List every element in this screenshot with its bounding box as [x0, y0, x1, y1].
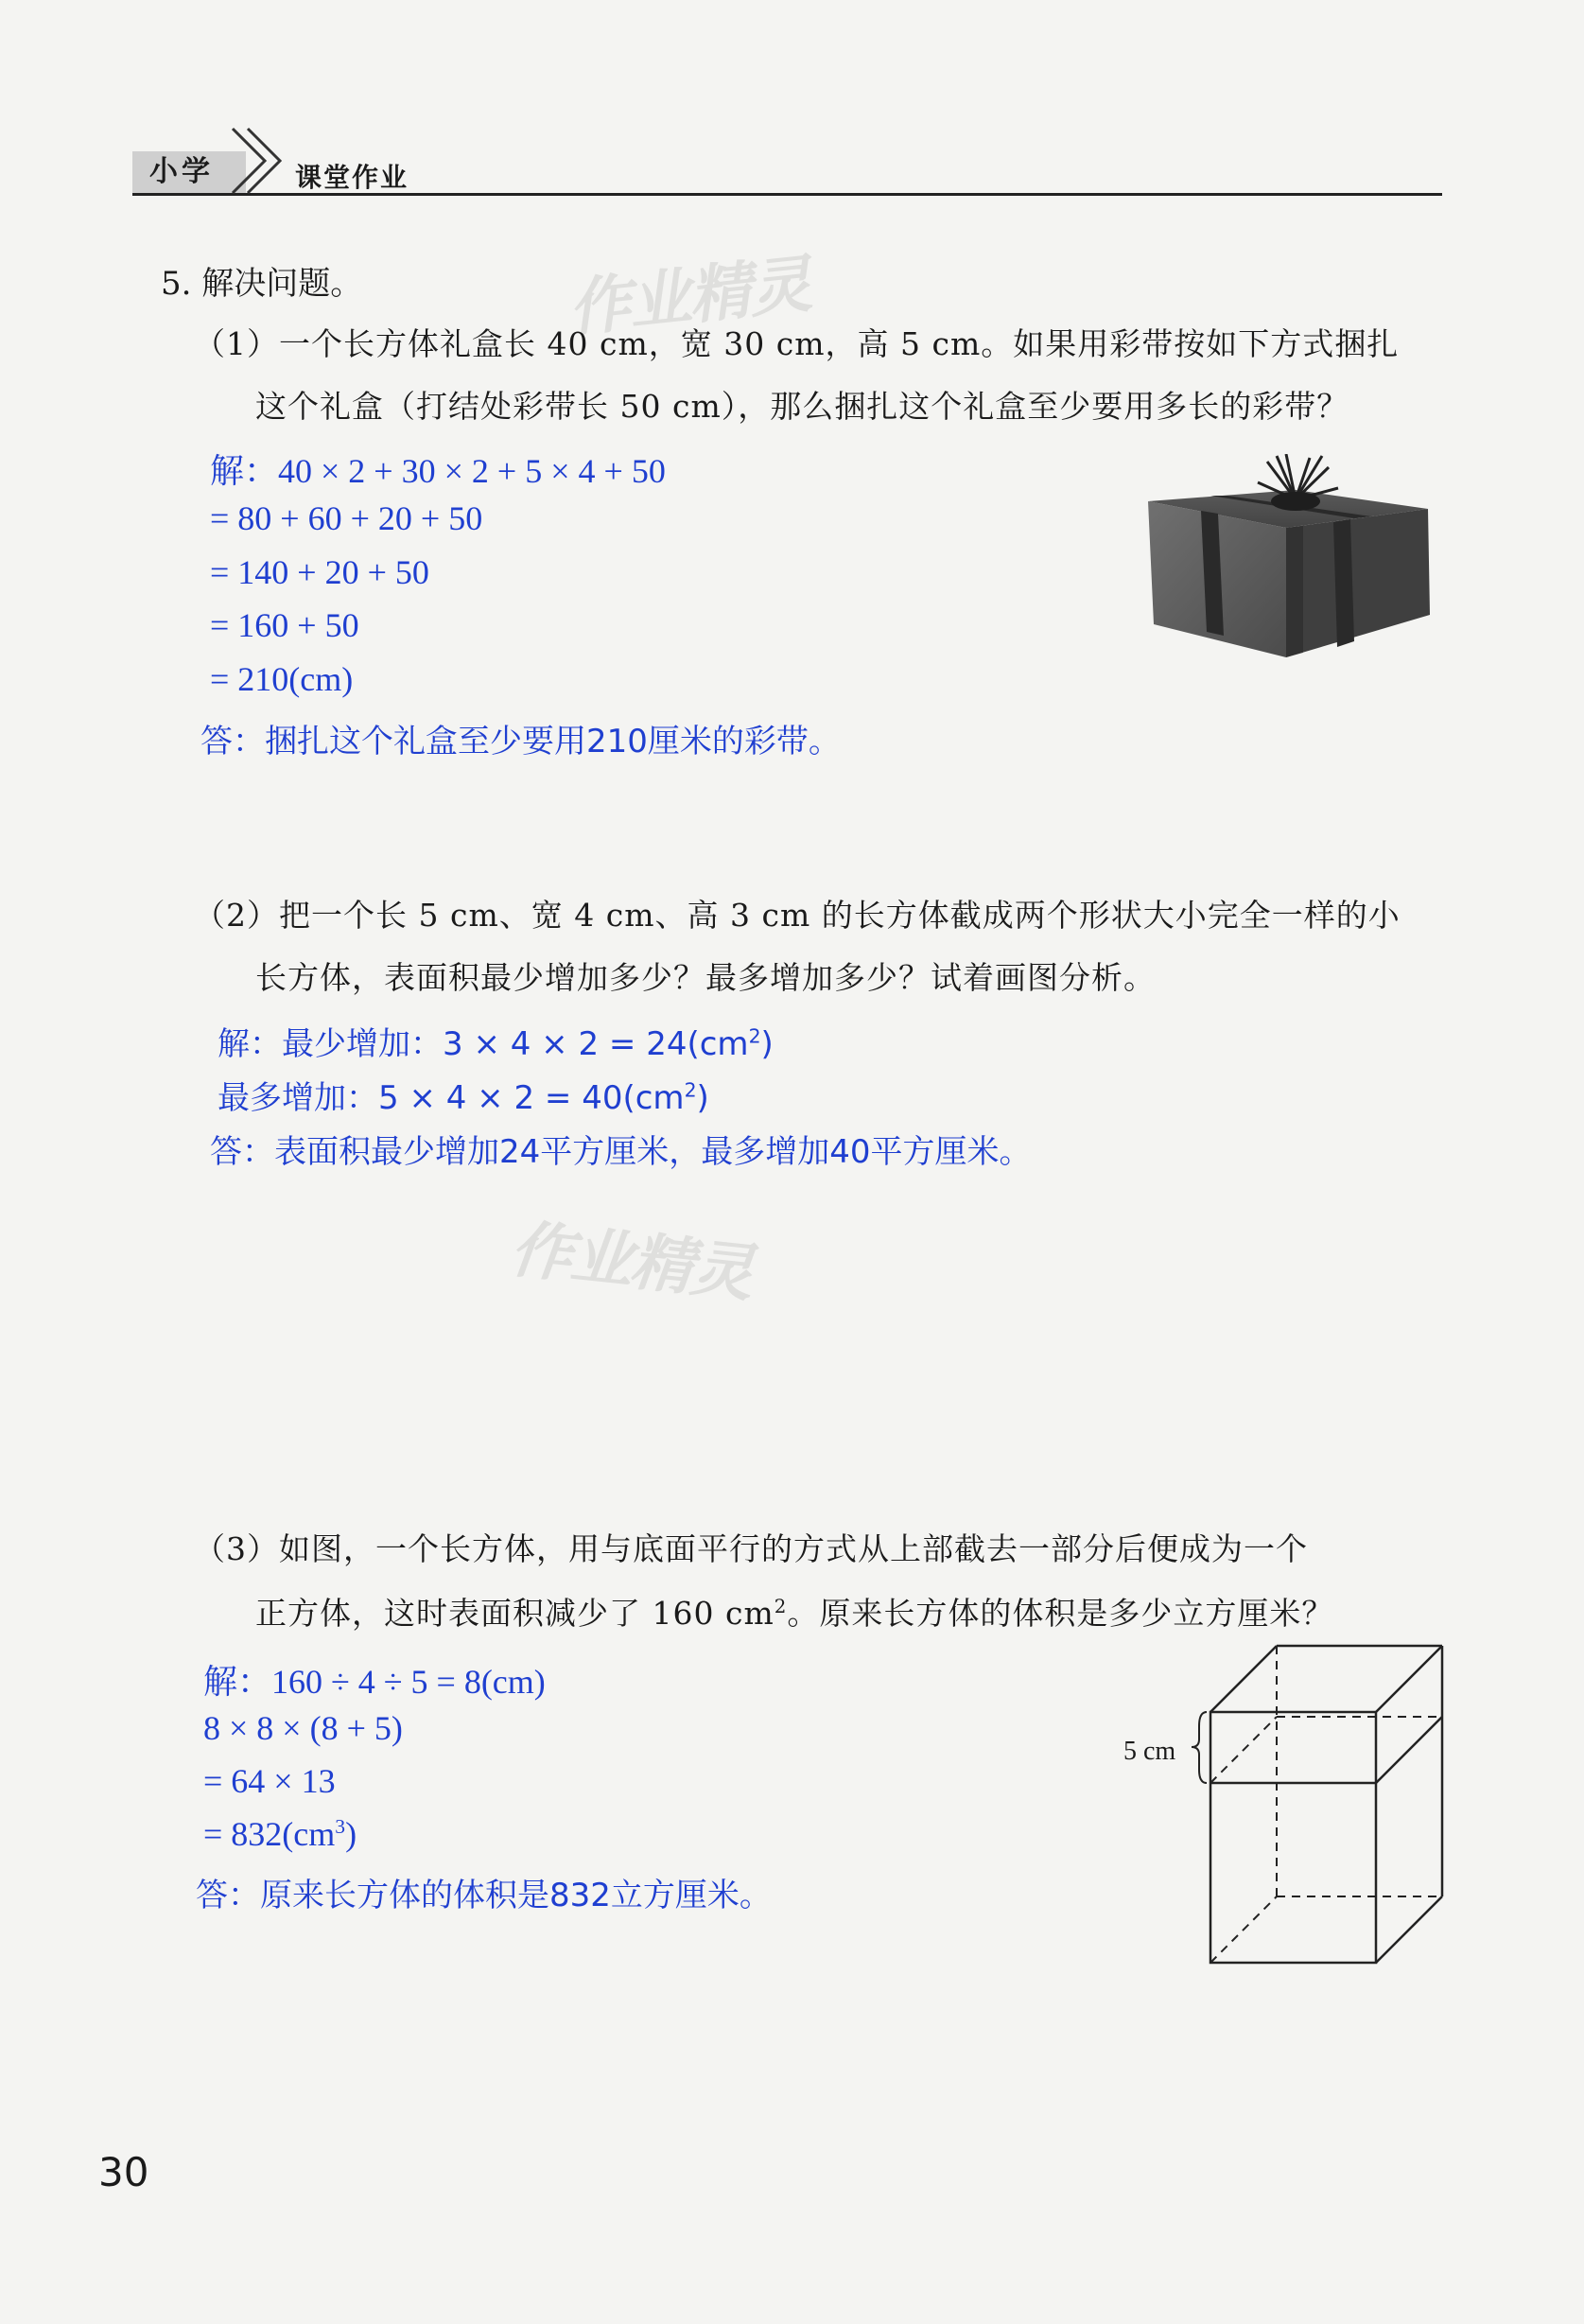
q3-answer-line3: = 64 × 13	[203, 1762, 336, 1800]
q1-answer-line4: = 160 + 50	[210, 606, 359, 644]
watermark: 作业精灵	[507, 1212, 756, 1311]
page-number: 30	[98, 2149, 149, 2195]
section-title: 5. 解决问题。	[161, 265, 363, 303]
q3-answer-line2: 8 × 8 × (8 + 5)	[203, 1709, 403, 1747]
cuboid-figure	[1116, 1641, 1456, 1967]
q2-answer-line1: 解：最少增加：$3 \times 4 \times 2 = 24(cm^2)$	[218, 1024, 774, 1063]
q1-answer-line3: = 140 + 20 + 50	[210, 553, 429, 591]
q2-answer-line2: 最多增加：$5 \times 4 \times 2 = 40(cm^2)$	[218, 1078, 709, 1117]
q2-conclusion: 答：表面积最少增加24平方厘米，最多增加40平方厘米。	[210, 1133, 1032, 1171]
figure-label-5cm: 5 cm	[1123, 1737, 1176, 1766]
q1-answer-line2: = 80 + 60 + 20 + 50	[210, 499, 483, 537]
q3-text-line2: 正方体，这时表面积减少了 160 $cm^2$。原来长方体的体积是多少立方厘米？	[255, 1595, 1334, 1632]
gift-box-image	[1144, 454, 1447, 672]
q3-answer-line4: = $832(cm^3)$	[203, 1815, 357, 1853]
q1-answer-line5: = 210(cm)	[210, 660, 354, 698]
header-grade-label: 小学	[132, 151, 246, 193]
chevron-double-icon	[227, 125, 293, 195]
q1-answer-line1: 解：40 × 2 + 30 × 2 + 5 × 4 + 50	[210, 452, 666, 490]
q1-conclusion: 答：捆扎这个礼盒至少要用210厘米的彩带。	[200, 723, 841, 760]
q1-text-line2: 这个礼盒（打结处彩带长 50 cm），那么捆扎这个礼盒至少要用多长的彩带？	[255, 388, 1349, 425]
q3-text-line1: （3）如图，一个长方体，用与底面平行的方式从上部截去一部分后便成为一个	[194, 1530, 1308, 1567]
watermark: 作业精灵	[565, 247, 813, 346]
header-book-title: 课堂作业	[295, 162, 409, 193]
q3-conclusion: 答：原来长方体的体积是832立方厘米。	[196, 1877, 772, 1914]
q2-text-line2: 长方体，表面积最少增加多少？最多增加多少？试着画图分析。	[255, 959, 1156, 996]
q3-answer-line1: 解：160 ÷ 4 ÷ 5 = 8(cm)	[203, 1663, 546, 1701]
q1-text-line1: （1）一个长方体礼盒长 40 cm，宽 30 cm，高 5 cm。如果用彩带按如下方式捆扎	[194, 325, 1400, 362]
q2-text-line1: （2）把一个长 5 cm、宽 4 cm、高 3 cm 的长方体截成两个形状大小完全一样的小	[194, 897, 1401, 934]
